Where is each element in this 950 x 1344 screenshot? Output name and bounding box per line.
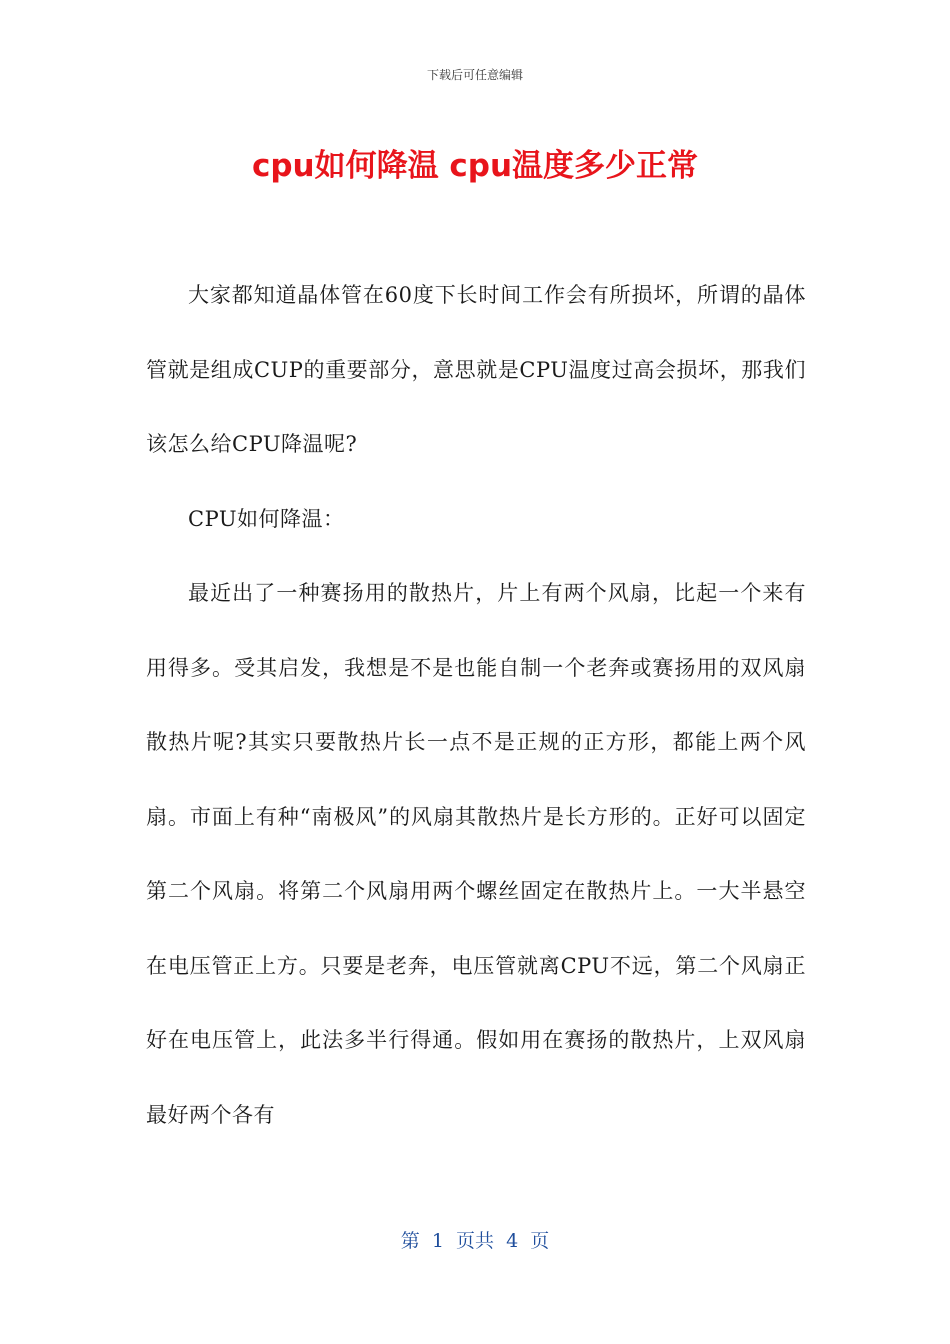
header-note: 下载后可任意编辑 <box>426 68 523 82</box>
page-footer: 第 1 页共 4 页 <box>400 1230 550 1252</box>
document-body <box>146 258 806 1152</box>
paragraph-method: 最近出了一种赛扬用的散热片，片上有两个风扇，比起一个来有用得多。受其启发，我想是不是也能自制一个老奔或赛扬用的双风扇散热片呢?其实只要散热片长一点不是正规的正方形，都能上两个风扇。市面上有种“南极风”的风扇其散热片是长方形的。正好可以固定第二个风扇。将第二个风扇用两个螺丝固定在散热片上。一大半悬空在电压管正上方。只要是老奔，电压管就离CPU不远，第二个风扇正好在电压管上，此法多半行得通。假如用在赛扬的散热片，上双风扇最好两个各有 <box>146 581 806 1127</box>
paragraph-intro: 大家都知道晶体管在60度下长时间工作会有所损坏，所谓的晶体管就是组成CUP的重要部分，意思就是CPU温度过高会损坏，那我们该怎么给CPU降温呢? <box>146 283 806 456</box>
document-title: cpu如何降温 cpu温度多少正常 <box>251 148 699 184</box>
paragraph-section-heading: CPU如何降温： <box>188 506 345 531</box>
